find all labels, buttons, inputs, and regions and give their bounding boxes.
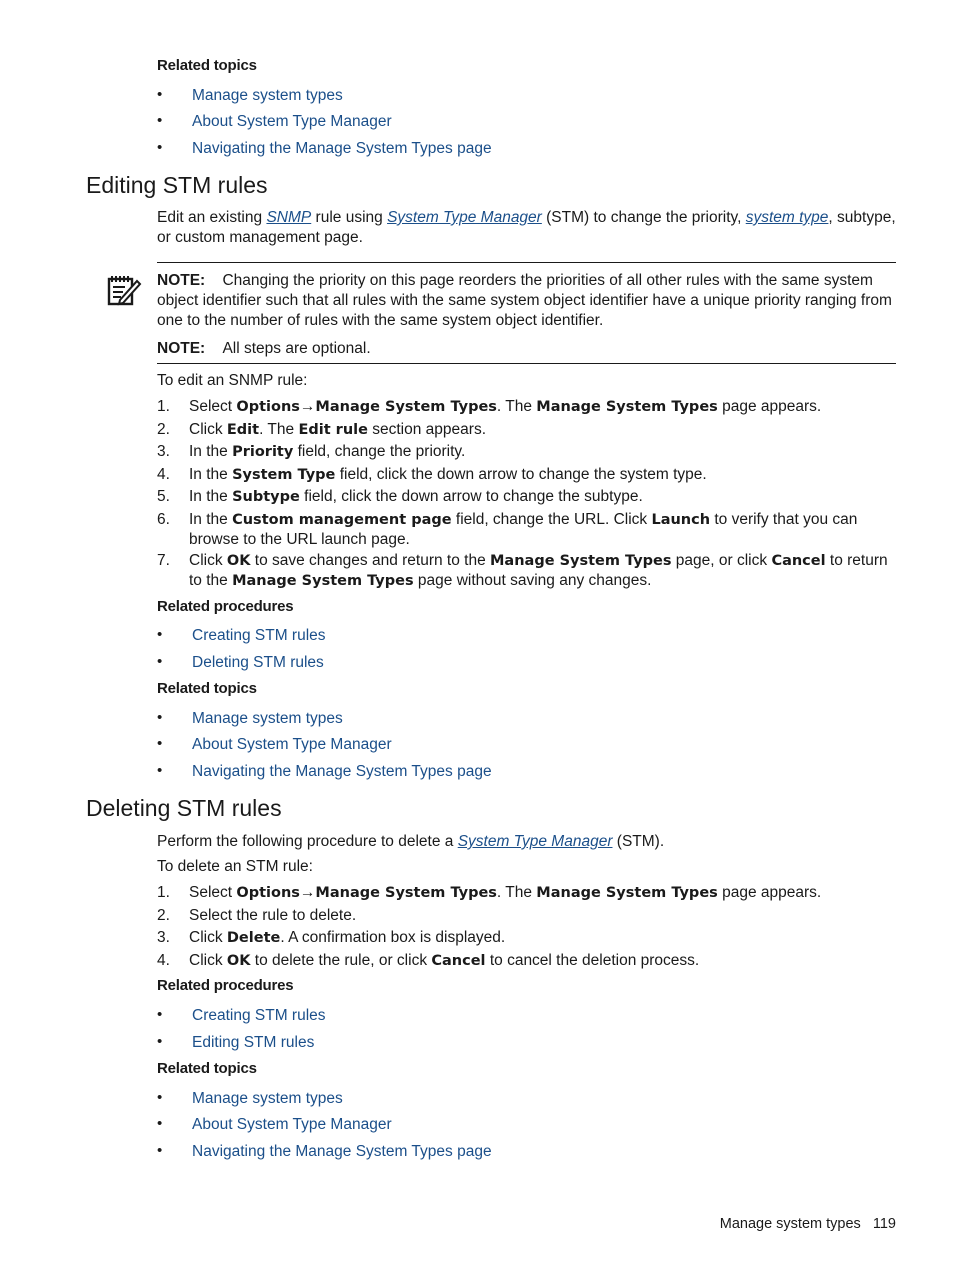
deleting-lead: To delete an STM rule: (157, 858, 313, 875)
section-title-editing: Editing STM rules (86, 172, 268, 198)
footer-section: Manage system types (719, 1216, 861, 1232)
link-deleting-stm-rules[interactable]: Deleting STM rules (192, 654, 324, 671)
page-number: 119 (872, 1216, 896, 1232)
link-about-stm[interactable]: About System Type Manager (192, 113, 392, 130)
related-topics-heading: Related topics (157, 57, 257, 74)
link-navigating-page[interactable]: Navigating the Manage System Types page (192, 140, 492, 157)
link-system-type[interactable]: system type (745, 209, 829, 226)
link-manage-system-types[interactable]: Manage system types (192, 710, 343, 727)
note-divider-bottom (157, 363, 896, 364)
link-navigating-page[interactable]: Navigating the Manage System Types page (192, 763, 492, 780)
related-topics-heading: Related topics (157, 680, 257, 697)
note-2: NOTE: All steps are optional. (157, 340, 371, 357)
link-system-type-manager[interactable]: System Type Manager (387, 209, 542, 226)
link-system-type-manager[interactable]: System Type Manager (457, 833, 613, 850)
link-snmp[interactable]: SNMP (266, 209, 312, 226)
link-about-stm[interactable]: About System Type Manager (192, 736, 392, 753)
editing-intro: Edit an existing SNMP rule using System Type Manager (STM) to change the priority, system type, subtype, or custom management page. (157, 209, 896, 246)
note-divider-top (157, 262, 896, 263)
section-title-deleting: Deleting STM rules (86, 795, 282, 821)
note-1: NOTE: Changing the priority on this page reorders the priorities of all other rules with the same system object identifier such that all rules with the same system object identifier have a unique priority ranging from one to the number of rules with the same system object identifier. (157, 272, 892, 329)
related-procedures-heading: Related procedures (157, 977, 294, 994)
related-topics-heading: Related topics (157, 1060, 257, 1077)
page-footer (720, 1216, 896, 1232)
note-pencil-icon (106, 273, 142, 307)
editing-lead: To edit an SNMP rule: (157, 372, 308, 389)
link-manage-system-types[interactable]: Manage system types (192, 87, 343, 104)
deleting-intro: Perform the following procedure to delete a System Type Manager (STM). (157, 833, 665, 850)
link-about-stm[interactable]: About System Type Manager (192, 1116, 392, 1133)
related-procedures-heading: Related procedures (157, 598, 294, 615)
link-creating-stm-rules[interactable]: Creating STM rules (192, 627, 326, 644)
link-manage-system-types[interactable]: Manage system types (192, 1090, 343, 1107)
link-creating-stm-rules[interactable]: Creating STM rules (192, 1007, 326, 1024)
link-editing-stm-rules[interactable]: Editing STM rules (192, 1034, 315, 1051)
link-navigating-page[interactable]: Navigating the Manage System Types page (192, 1143, 492, 1160)
